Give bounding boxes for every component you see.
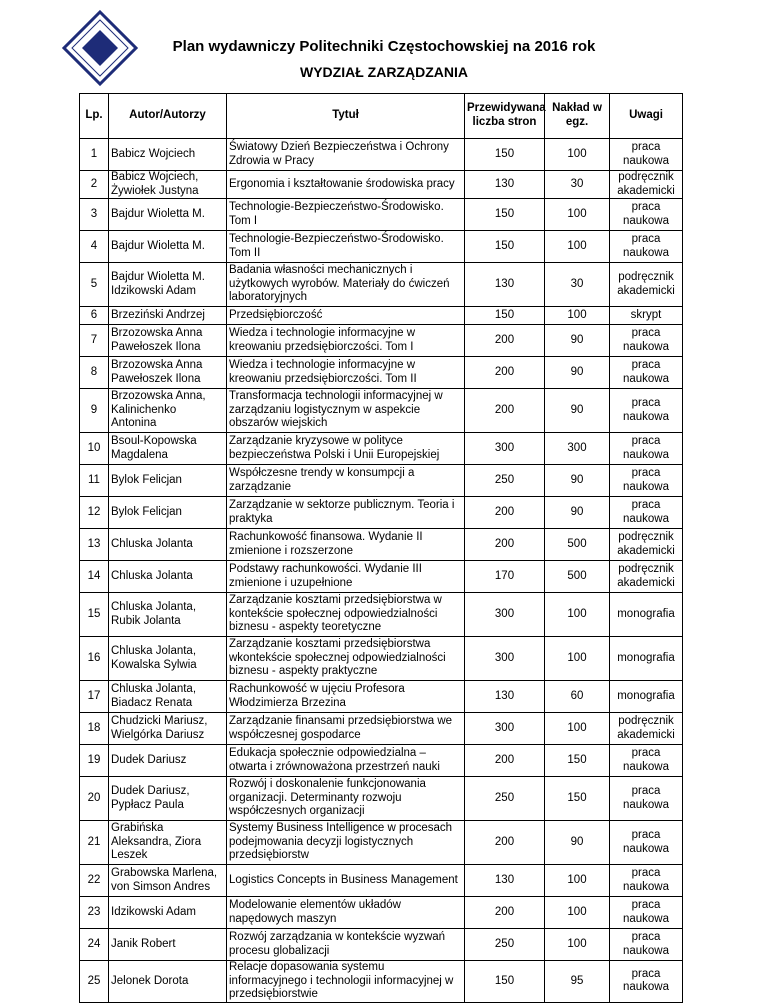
cell-notes: monografia bbox=[610, 637, 683, 681]
cell-title: Badania własności mechanicznych i użytkowych wyrobów. Materiały do ćwiczeń laboratoryjnych bbox=[227, 263, 465, 307]
table-row bbox=[80, 745, 683, 777]
cell-notes: praca naukowa bbox=[610, 821, 683, 865]
cell-pages: 170 bbox=[465, 561, 545, 593]
cell-copies: 150 bbox=[545, 777, 610, 821]
table-row bbox=[80, 637, 683, 681]
cell-lp: 3 bbox=[80, 199, 109, 231]
table-row bbox=[80, 465, 683, 497]
cell-pages: 300 bbox=[465, 713, 545, 745]
cell-lp: 9 bbox=[80, 389, 109, 433]
cell-notes: monografia bbox=[610, 681, 683, 713]
cell-title: Światowy Dzień Bezpieczeństwa i Ochrony Zdrowia w Pracy bbox=[227, 139, 465, 171]
table-row bbox=[80, 389, 683, 433]
cell-title: Współczesne trendy w konsumpcji a zarządzanie bbox=[227, 465, 465, 497]
cell-authors: Chluska Jolanta bbox=[109, 561, 227, 593]
cell-pages: 200 bbox=[465, 357, 545, 389]
cell-pages: 200 bbox=[465, 897, 545, 929]
cell-authors: Grabowska Marlena, von Simson Andres bbox=[109, 865, 227, 897]
cell-title: Ergonomia i kształtowanie środowiska pracy bbox=[227, 171, 465, 199]
cell-copies: 150 bbox=[545, 745, 610, 777]
table-row bbox=[80, 357, 683, 389]
cell-notes: praca naukowa bbox=[610, 497, 683, 529]
cell-lp: 21 bbox=[80, 821, 109, 865]
cell-copies: 90 bbox=[545, 325, 610, 357]
cell-title: Zarządzanie kryzysowe w polityce bezpieczeństwa Polski i Unii Europejskiej bbox=[227, 433, 465, 465]
cell-copies: 100 bbox=[545, 929, 610, 961]
cell-copies: 90 bbox=[545, 497, 610, 529]
table-row bbox=[80, 681, 683, 713]
cell-copies: 100 bbox=[545, 307, 610, 325]
cell-pages: 130 bbox=[465, 263, 545, 307]
cell-copies: 30 bbox=[545, 263, 610, 307]
cell-notes: praca naukowa bbox=[610, 357, 683, 389]
cell-title: Zarządzanie finansami przedsiębiorstwa we współczesnej gospodarce bbox=[227, 713, 465, 745]
cell-notes: podręcznik akademicki bbox=[610, 561, 683, 593]
table-row bbox=[80, 897, 683, 929]
cell-lp: 20 bbox=[80, 777, 109, 821]
cell-notes: podręcznik akademicki bbox=[610, 713, 683, 745]
cell-authors: Chluska Jolanta, Rubik Jolanta bbox=[109, 593, 227, 637]
table-row bbox=[80, 865, 683, 897]
cell-lp: 19 bbox=[80, 745, 109, 777]
cell-lp: 2 bbox=[80, 171, 109, 199]
cell-title: Edukacja społecznie odpowiedzialna – otwarta i zrównoważona przestrzeń nauki bbox=[227, 745, 465, 777]
cell-notes: praca naukowa bbox=[610, 433, 683, 465]
cell-notes: skrypt bbox=[610, 307, 683, 325]
cell-copies: 90 bbox=[545, 465, 610, 497]
cell-title: Transformacja technologii informacyjnej w zarządzaniu logistycznym w aspekcie obszarów wiejskich bbox=[227, 389, 465, 433]
cell-notes: podręcznik akademicki bbox=[610, 529, 683, 561]
cell-title: Modelowanie elementów układów napędowych maszyn bbox=[227, 897, 465, 929]
cell-pages: 130 bbox=[465, 681, 545, 713]
cell-pages: 300 bbox=[465, 593, 545, 637]
cell-notes: praca naukowa bbox=[610, 897, 683, 929]
table-header-row bbox=[80, 94, 683, 139]
table-row bbox=[80, 325, 683, 357]
cell-lp: 24 bbox=[80, 929, 109, 961]
cell-authors: Brzozowska Anna Pawełoszek Ilona bbox=[109, 357, 227, 389]
cell-pages: 200 bbox=[465, 325, 545, 357]
cell-lp: 13 bbox=[80, 529, 109, 561]
cell-title: Zarządzanie w sektorze publicznym. Teoria i praktyka bbox=[227, 497, 465, 529]
cell-copies: 500 bbox=[545, 529, 610, 561]
cell-title: Rachunkowość finansowa. Wydanie II zmienione i rozszerzone bbox=[227, 529, 465, 561]
cell-lp: 8 bbox=[80, 357, 109, 389]
cell-pages: 200 bbox=[465, 389, 545, 433]
cell-lp: 12 bbox=[80, 497, 109, 529]
cell-pages: 200 bbox=[465, 497, 545, 529]
cell-pages: 200 bbox=[465, 821, 545, 865]
cell-authors: Idzikowski Adam bbox=[109, 897, 227, 929]
page-title: Plan wydawniczy Politechniki Częstochowskiej na 2016 rok bbox=[172, 38, 596, 55]
cell-notes: praca naukowa bbox=[610, 745, 683, 777]
cell-authors: Janik Robert bbox=[109, 929, 227, 961]
cell-title: Relacje dopasowania systemu informacyjnego i technologii informacyjnej w przedsiębiorstwie bbox=[227, 961, 465, 1003]
column-header-notes: Uwagi bbox=[610, 94, 683, 139]
cell-copies: 100 bbox=[545, 713, 610, 745]
cell-authors: Chluska Jolanta, Kowalska Sylwia bbox=[109, 637, 227, 681]
cell-authors: Dudek Dariusz, Pypłacz Paula bbox=[109, 777, 227, 821]
cell-authors: Chluska Jolanta bbox=[109, 529, 227, 561]
table-row bbox=[80, 433, 683, 465]
cell-authors: Bylok Felicjan bbox=[109, 497, 227, 529]
cell-title: Przedsiębiorczość bbox=[227, 307, 465, 325]
cell-copies: 90 bbox=[545, 821, 610, 865]
cell-pages: 150 bbox=[465, 961, 545, 1003]
cell-title: Podstawy rachunkowości. Wydanie III zmienione i uzupełnione bbox=[227, 561, 465, 593]
cell-copies: 100 bbox=[545, 231, 610, 263]
cell-pages: 250 bbox=[465, 929, 545, 961]
cell-title: Rachunkowość w ujęciu Profesora Włodzimierza Brzezina bbox=[227, 681, 465, 713]
cell-pages: 150 bbox=[465, 231, 545, 263]
cell-pages: 130 bbox=[465, 865, 545, 897]
cell-lp: 16 bbox=[80, 637, 109, 681]
cell-authors: Jelonek Dorota bbox=[109, 961, 227, 1003]
cell-notes: praca naukowa bbox=[610, 961, 683, 1003]
column-header-title: Tytuł bbox=[227, 94, 465, 139]
cell-title: Systemy Business Intelligence w procesach podejmowania decyzji logistycznych przedsiębiorstw bbox=[227, 821, 465, 865]
table-row bbox=[80, 231, 683, 263]
cell-notes: praca naukowa bbox=[610, 139, 683, 171]
cell-lp: 17 bbox=[80, 681, 109, 713]
cell-title: Logistics Concepts in Business Management bbox=[227, 865, 465, 897]
cell-copies: 100 bbox=[545, 637, 610, 681]
cell-authors: Babicz Wojciech bbox=[109, 139, 227, 171]
cell-pages: 150 bbox=[465, 199, 545, 231]
cell-copies: 90 bbox=[545, 357, 610, 389]
table-row bbox=[80, 821, 683, 865]
cell-lp: 4 bbox=[80, 231, 109, 263]
cell-authors: Bsoul-Kopowska Magdalena bbox=[109, 433, 227, 465]
cell-copies: 90 bbox=[545, 389, 610, 433]
cell-pages: 130 bbox=[465, 171, 545, 199]
table-row bbox=[80, 961, 683, 1003]
cell-copies: 95 bbox=[545, 961, 610, 1003]
cell-pages: 200 bbox=[465, 529, 545, 561]
cell-notes: praca naukowa bbox=[610, 777, 683, 821]
cell-lp: 5 bbox=[80, 263, 109, 307]
table-row bbox=[80, 713, 683, 745]
cell-authors: Bylok Felicjan bbox=[109, 465, 227, 497]
table-row bbox=[80, 777, 683, 821]
cell-notes: monografia bbox=[610, 593, 683, 637]
cell-copies: 100 bbox=[545, 897, 610, 929]
cell-notes: praca naukowa bbox=[610, 199, 683, 231]
cell-copies: 500 bbox=[545, 561, 610, 593]
cell-title: Wiedza i technologie informacyjne w kreowaniu przedsiębiorczości. Tom I bbox=[227, 325, 465, 357]
cell-authors: Bajdur Wioletta M. bbox=[109, 231, 227, 263]
table-row bbox=[80, 497, 683, 529]
cell-authors: Chudzicki Mariusz, Wielgórka Dariusz bbox=[109, 713, 227, 745]
cell-copies: 300 bbox=[545, 433, 610, 465]
cell-authors: Brzozowska Anna Pawełoszek Ilona bbox=[109, 325, 227, 357]
cell-authors: Dudek Dariusz bbox=[109, 745, 227, 777]
cell-authors: Brzeziński Andrzej bbox=[109, 307, 227, 325]
cell-title: Rozwój i doskonalenie funkcjonowania organizacji. Determinanty rozwoju współczesnych organizacji bbox=[227, 777, 465, 821]
cell-title: Zarządzanie kosztami przedsiębiorstwa w kontekście społecznej odpowiedzialności biznesu - aspekty teoretyczne bbox=[227, 593, 465, 637]
cell-lp: 22 bbox=[80, 865, 109, 897]
cell-notes: praca naukowa bbox=[610, 929, 683, 961]
cell-notes: podręcznik akademicki bbox=[610, 263, 683, 307]
publication-plan-table bbox=[79, 93, 683, 1003]
cell-copies: 100 bbox=[545, 199, 610, 231]
cell-title: Technologie-Bezpieczeństwo-Środowisko. Tom II bbox=[227, 231, 465, 263]
cell-pages: 300 bbox=[465, 433, 545, 465]
cell-authors: Brzozowska Anna, Kalinichenko Antonina bbox=[109, 389, 227, 433]
cell-lp: 1 bbox=[80, 139, 109, 171]
cell-lp: 6 bbox=[80, 307, 109, 325]
cell-lp: 10 bbox=[80, 433, 109, 465]
cell-lp: 15 bbox=[80, 593, 109, 637]
cell-copies: 30 bbox=[545, 171, 610, 199]
cell-notes: praca naukowa bbox=[610, 389, 683, 433]
cell-title: Zarządzanie kosztami przedsiębiorstwa wkontekście społecznej odpowiedzialności biznesu - aspekty praktyczne bbox=[227, 637, 465, 681]
cell-title: Technologie-Bezpieczeństwo-Środowisko. Tom I bbox=[227, 199, 465, 231]
column-header-copies: Nakład w egz. bbox=[545, 94, 610, 139]
cell-lp: 18 bbox=[80, 713, 109, 745]
cell-copies: 60 bbox=[545, 681, 610, 713]
cell-authors: Babicz Wojciech, Żywiołek Justyna bbox=[109, 171, 227, 199]
cell-pages: 250 bbox=[465, 465, 545, 497]
cell-notes: podręcznik akademicki bbox=[610, 171, 683, 199]
table-row bbox=[80, 307, 683, 325]
cell-notes: praca naukowa bbox=[610, 465, 683, 497]
cell-copies: 100 bbox=[545, 865, 610, 897]
cell-pages: 150 bbox=[465, 139, 545, 171]
column-header-lp: Lp. bbox=[80, 94, 109, 139]
cell-notes: praca naukowa bbox=[610, 865, 683, 897]
cell-title: Wiedza i technologie informacyjne w kreowaniu przedsiębiorczości. Tom II bbox=[227, 357, 465, 389]
page-subtitle: WYDZIAŁ ZARZĄDZANIA bbox=[300, 64, 468, 80]
cell-title: Rozwój zarządzania w kontekście wyzwań procesu globalizacji bbox=[227, 929, 465, 961]
cell-authors: Bajdur Wioletta M. Idzikowski Adam bbox=[109, 263, 227, 307]
column-header-authors: Autor/Autorzy bbox=[109, 94, 227, 139]
cell-notes: praca naukowa bbox=[610, 231, 683, 263]
table-row bbox=[80, 529, 683, 561]
cell-pages: 250 bbox=[465, 777, 545, 821]
table-row bbox=[80, 561, 683, 593]
cell-pages: 200 bbox=[465, 745, 545, 777]
table-row bbox=[80, 171, 683, 199]
table-row bbox=[80, 199, 683, 231]
cell-pages: 300 bbox=[465, 637, 545, 681]
column-header-pages: Przewidywana liczba stron bbox=[465, 94, 545, 139]
table-row bbox=[80, 593, 683, 637]
cell-lp: 11 bbox=[80, 465, 109, 497]
cell-notes: praca naukowa bbox=[610, 325, 683, 357]
table-row bbox=[80, 139, 683, 171]
cell-lp: 7 bbox=[80, 325, 109, 357]
cell-authors: Chluska Jolanta, Biadacz Renata bbox=[109, 681, 227, 713]
cell-copies: 100 bbox=[545, 593, 610, 637]
table-row bbox=[80, 263, 683, 307]
cell-lp: 25 bbox=[80, 961, 109, 1003]
table-row bbox=[80, 929, 683, 961]
cell-copies: 100 bbox=[545, 139, 610, 171]
cell-lp: 14 bbox=[80, 561, 109, 593]
cell-pages: 150 bbox=[465, 307, 545, 325]
cell-authors: Bajdur Wioletta M. bbox=[109, 199, 227, 231]
cell-authors: Grabińska Aleksandra, Ziora Leszek bbox=[109, 821, 227, 865]
cell-lp: 23 bbox=[80, 897, 109, 929]
